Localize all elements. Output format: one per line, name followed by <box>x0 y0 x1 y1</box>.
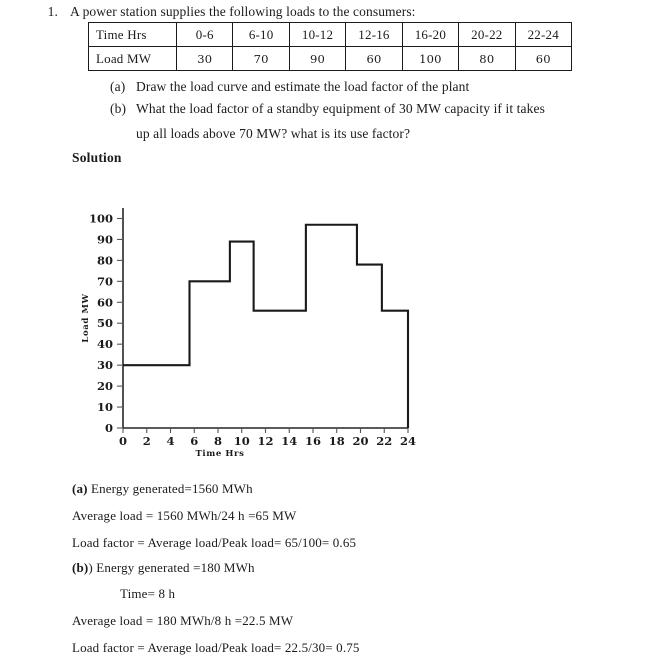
solution-line-3-text: ) Energy generated =180 MWh <box>88 560 255 575</box>
part-b-text-continued: up all loads above 70 MW? what is its use factor? <box>136 126 411 141</box>
load-curve-svg <box>70 200 430 470</box>
x-axis-tick-labels <box>119 434 416 448</box>
x-tick-label: 2 <box>142 434 151 448</box>
load-cell-1: 70 <box>233 47 289 71</box>
y-tick-label: 30 <box>96 358 113 373</box>
y-tick-label: 90 <box>96 232 113 247</box>
y-tick-label: 50 <box>96 316 113 331</box>
y-axis-ticks <box>117 218 123 428</box>
y-tick-label: 20 <box>96 379 113 394</box>
table-row <box>89 47 572 71</box>
y-axis-tick-labels <box>89 211 113 435</box>
solution-line-1 <box>72 508 296 524</box>
x-tick-label: 16 <box>304 434 322 448</box>
load-cell-4: 100 <box>402 47 458 71</box>
y-tick-label: 0 <box>104 421 113 435</box>
y-tick-label: 10 <box>96 400 113 415</box>
row-header-time: Time Hrs <box>89 23 177 47</box>
load-cell-3: 60 <box>346 47 402 71</box>
solution-line-0-prefix: (a) <box>72 481 88 496</box>
load-cell-2: 90 <box>289 47 345 71</box>
time-cell-1: 6-10 <box>233 23 289 47</box>
solution-line-4 <box>120 586 175 602</box>
solution-line-3-prefix: (b) <box>72 560 89 575</box>
load-curve-line <box>123 225 408 428</box>
load-curve-chart <box>70 200 430 470</box>
y-axis-title: Load MW <box>81 293 91 343</box>
x-tick-label: 8 <box>213 434 223 448</box>
solution-line-6-text: Load factor = Average load/Peak load= 22.5/30= 0.75 <box>72 640 360 655</box>
part-b-label: (b) <box>110 101 127 116</box>
solution-line-0-text: Energy generated=1560 MWh <box>87 481 253 496</box>
question-part-a <box>110 79 630 95</box>
x-tick-label: 6 <box>190 434 199 448</box>
y-tick-label: 40 <box>96 337 113 352</box>
time-cell-0: 0-6 <box>177 23 233 47</box>
x-tick-label: 20 <box>352 434 369 448</box>
x-tick-label: 18 <box>328 434 345 448</box>
solution-line-5 <box>72 613 293 629</box>
y-tick-label: 70 <box>96 274 113 289</box>
question-heading <box>0 4 660 20</box>
x-tick-label: 24 <box>399 434 417 448</box>
table-row <box>89 23 572 47</box>
part-a-label: (a) <box>110 79 126 94</box>
solution-line-2 <box>72 535 356 551</box>
load-data-table <box>88 22 572 71</box>
x-tick-label: 12 <box>257 434 274 448</box>
solution-line-1-text: Average load = 1560 MWh/24 h =65 MW <box>72 508 297 523</box>
load-cell-0: 30 <box>177 47 233 71</box>
solution-line-2-text: Load factor = Average load/Peak load= 65/100= 0.65 <box>72 535 357 550</box>
y-tick-label: 60 <box>96 295 113 310</box>
x-tick-label: 0 <box>118 434 128 448</box>
solution-line-6 <box>72 640 360 656</box>
load-cell-6: 60 <box>515 47 571 71</box>
x-tick-label: 4 <box>166 434 175 448</box>
part-b-text: What the load factor of a standby equipment of 30 MW capacity if it takes <box>136 101 545 116</box>
time-cell-6: 22-24 <box>515 23 571 47</box>
time-cell-5: 20-22 <box>459 23 515 47</box>
y-tick-label: 80 <box>96 253 113 268</box>
x-tick-label: 14 <box>281 434 298 448</box>
row-header-load: Load MW <box>89 47 177 71</box>
question-part-b <box>110 101 640 117</box>
solution-line-4-text: Time= 8 h <box>120 586 176 601</box>
question-number: 1. <box>47 4 58 19</box>
solution-line-3 <box>72 560 255 576</box>
time-cell-3: 12-16 <box>346 23 402 47</box>
question-prompt: A power station supplies the following loads to the consumers: <box>70 4 416 19</box>
load-cell-5: 80 <box>459 47 515 71</box>
x-axis-title: Time Hrs <box>195 449 245 459</box>
chart-axes <box>123 208 408 428</box>
x-tick-label: 22 <box>376 434 393 448</box>
y-tick-label: 100 <box>88 211 113 226</box>
time-cell-4: 16-20 <box>402 23 458 47</box>
x-tick-label: 10 <box>233 434 250 448</box>
solution-line-0 <box>72 481 253 497</box>
time-cell-2: 10-12 <box>289 23 345 47</box>
solution-heading: Solution <box>72 150 122 165</box>
solution-line-5-text: Average load = 180 MWh/8 h =22.5 MW <box>72 613 294 628</box>
part-a-text: Draw the load curve and estimate the load factor of the plant <box>136 79 470 94</box>
